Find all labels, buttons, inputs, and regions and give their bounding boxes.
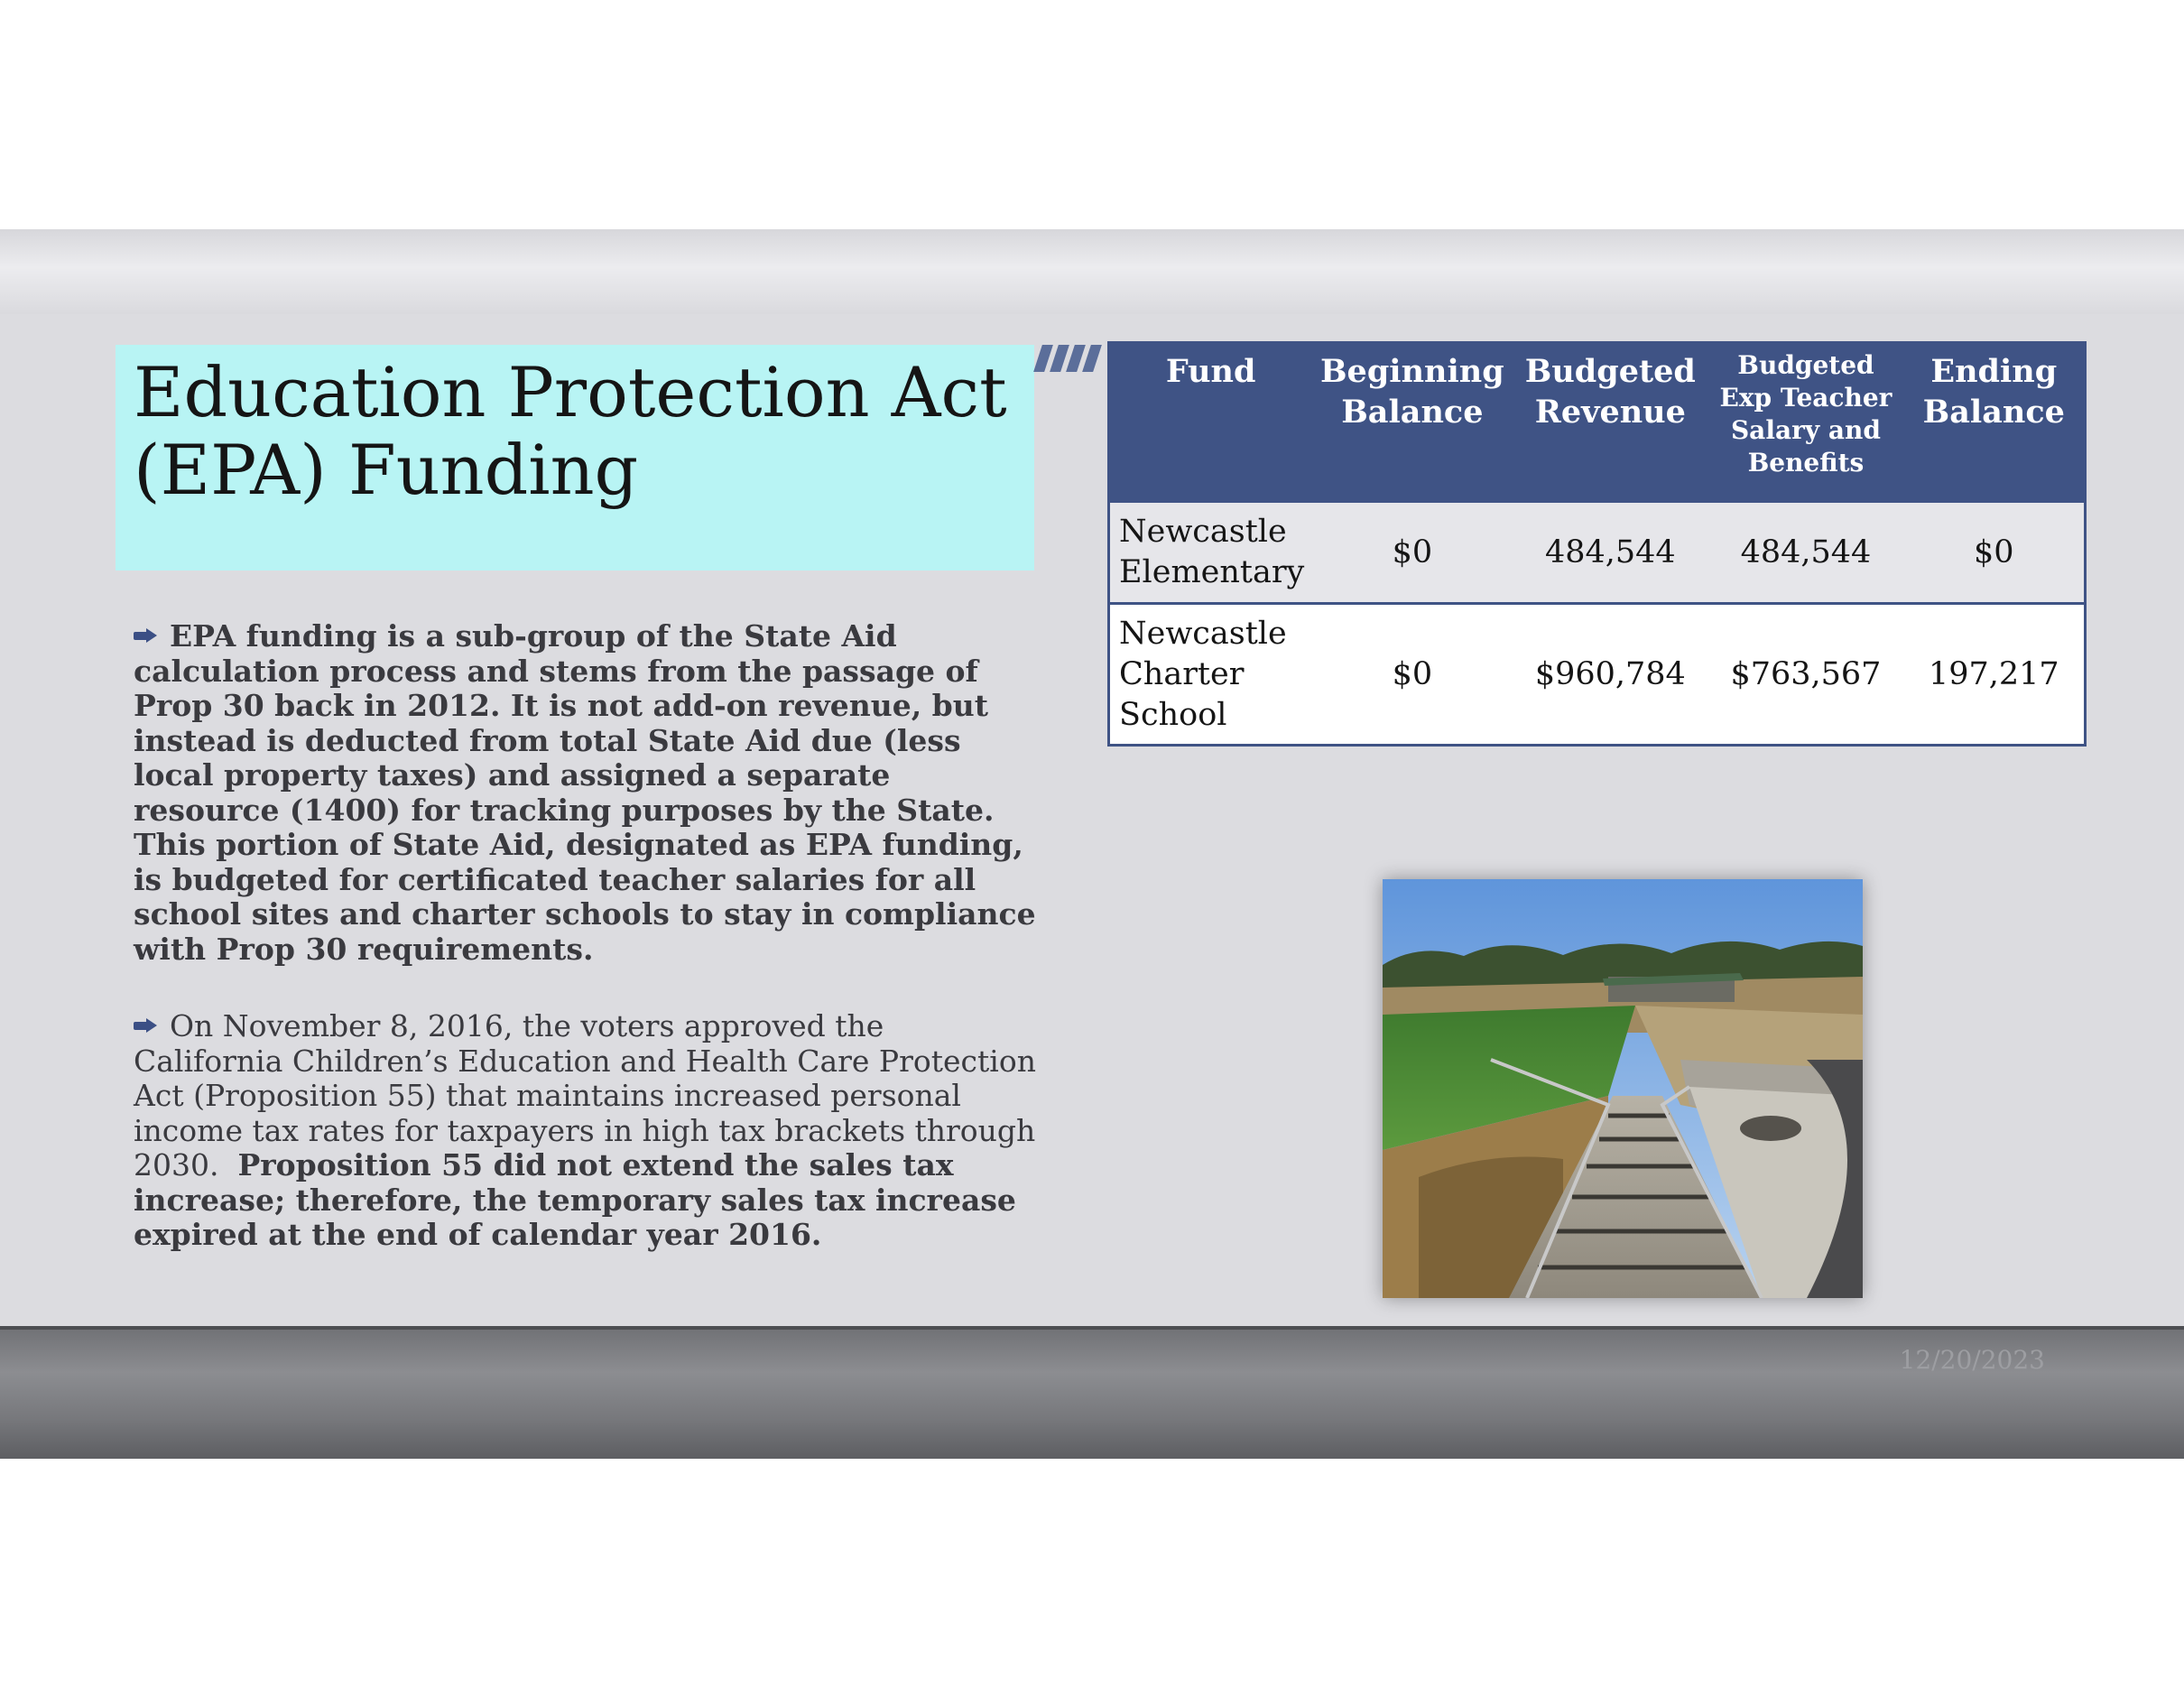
cell-beginning-balance: $0 [1311,503,1513,604]
bullet-proposition-55 [134,1009,1036,1253]
title-box [116,345,1034,570]
header-fund: Fund [1109,343,1312,504]
top-decorative-band [0,229,2184,314]
table-row [1109,503,2086,604]
table-row [1109,604,2086,746]
stadium-stairs-photo [1383,879,1863,1298]
header-beginning-balance: Beginning Balance [1311,343,1513,504]
bullet-text-regular: On November 8, 2016, the voters approved the California Children’s Education and Health Care Protection Act (Proposition 55) that maintains increased personal income tax rates for taxpayers in high tax brackets through 2030. [134,1008,1036,1183]
fund-table [1107,341,2087,747]
cell-fund: Newcastle Elementary [1109,503,1312,604]
decorative-dashes [1038,345,1108,372]
cell-budgeted-revenue: $960,784 [1513,604,1707,746]
bullet-text-bold: Proposition 55 did not extend the sales tax increase; therefore, the temporary sales tax increase expired at the end of calendar year 2016. [134,1147,1016,1252]
cell-ending-balance: $0 [1904,503,2086,604]
cell-beginning-balance: $0 [1311,604,1513,746]
cell-fund: Newcastle Charter School [1109,604,1312,746]
bullet-arrow-icon [134,1018,157,1033]
bottom-decorative-band [0,1326,2184,1459]
cell-budgeted-revenue: 484,544 [1513,503,1707,604]
slide-date: 12/20/2023 [1899,1345,2045,1375]
slide [0,229,2184,1459]
cell-ending-balance: 197,217 [1904,604,2086,746]
slide-title: Education Protection Act (EPA) Funding [134,352,1007,510]
table-header-row [1109,343,2086,504]
cell-budgeted-exp: 484,544 [1707,503,1903,604]
header-ending-balance: Ending Balance [1904,343,2086,504]
bullet-text: EPA funding is a sub-group of the State Aid calculation process and stems from the passage of Prop 30 back in 2012. It is not add-on revenue, but instead is deducted from total State Aid due (less local property taxes) and assigned a separate resource (1400) for tracking purposes by the State. This portion of State Aid, designated as EPA funding, is budgeted for certificated teacher salaries for all school sites and charter schools to stay in compliance with Prop 30 requirements. [134,618,1036,967]
bullet-epa-funding [134,619,1036,967]
cell-budgeted-exp: $763,567 [1707,604,1903,746]
header-budgeted-revenue: Budgeted Revenue [1513,343,1707,504]
bullet-arrow-icon [134,628,157,643]
header-budgeted-exp: Budgeted Exp Teacher Salary and Benefits [1707,343,1903,504]
